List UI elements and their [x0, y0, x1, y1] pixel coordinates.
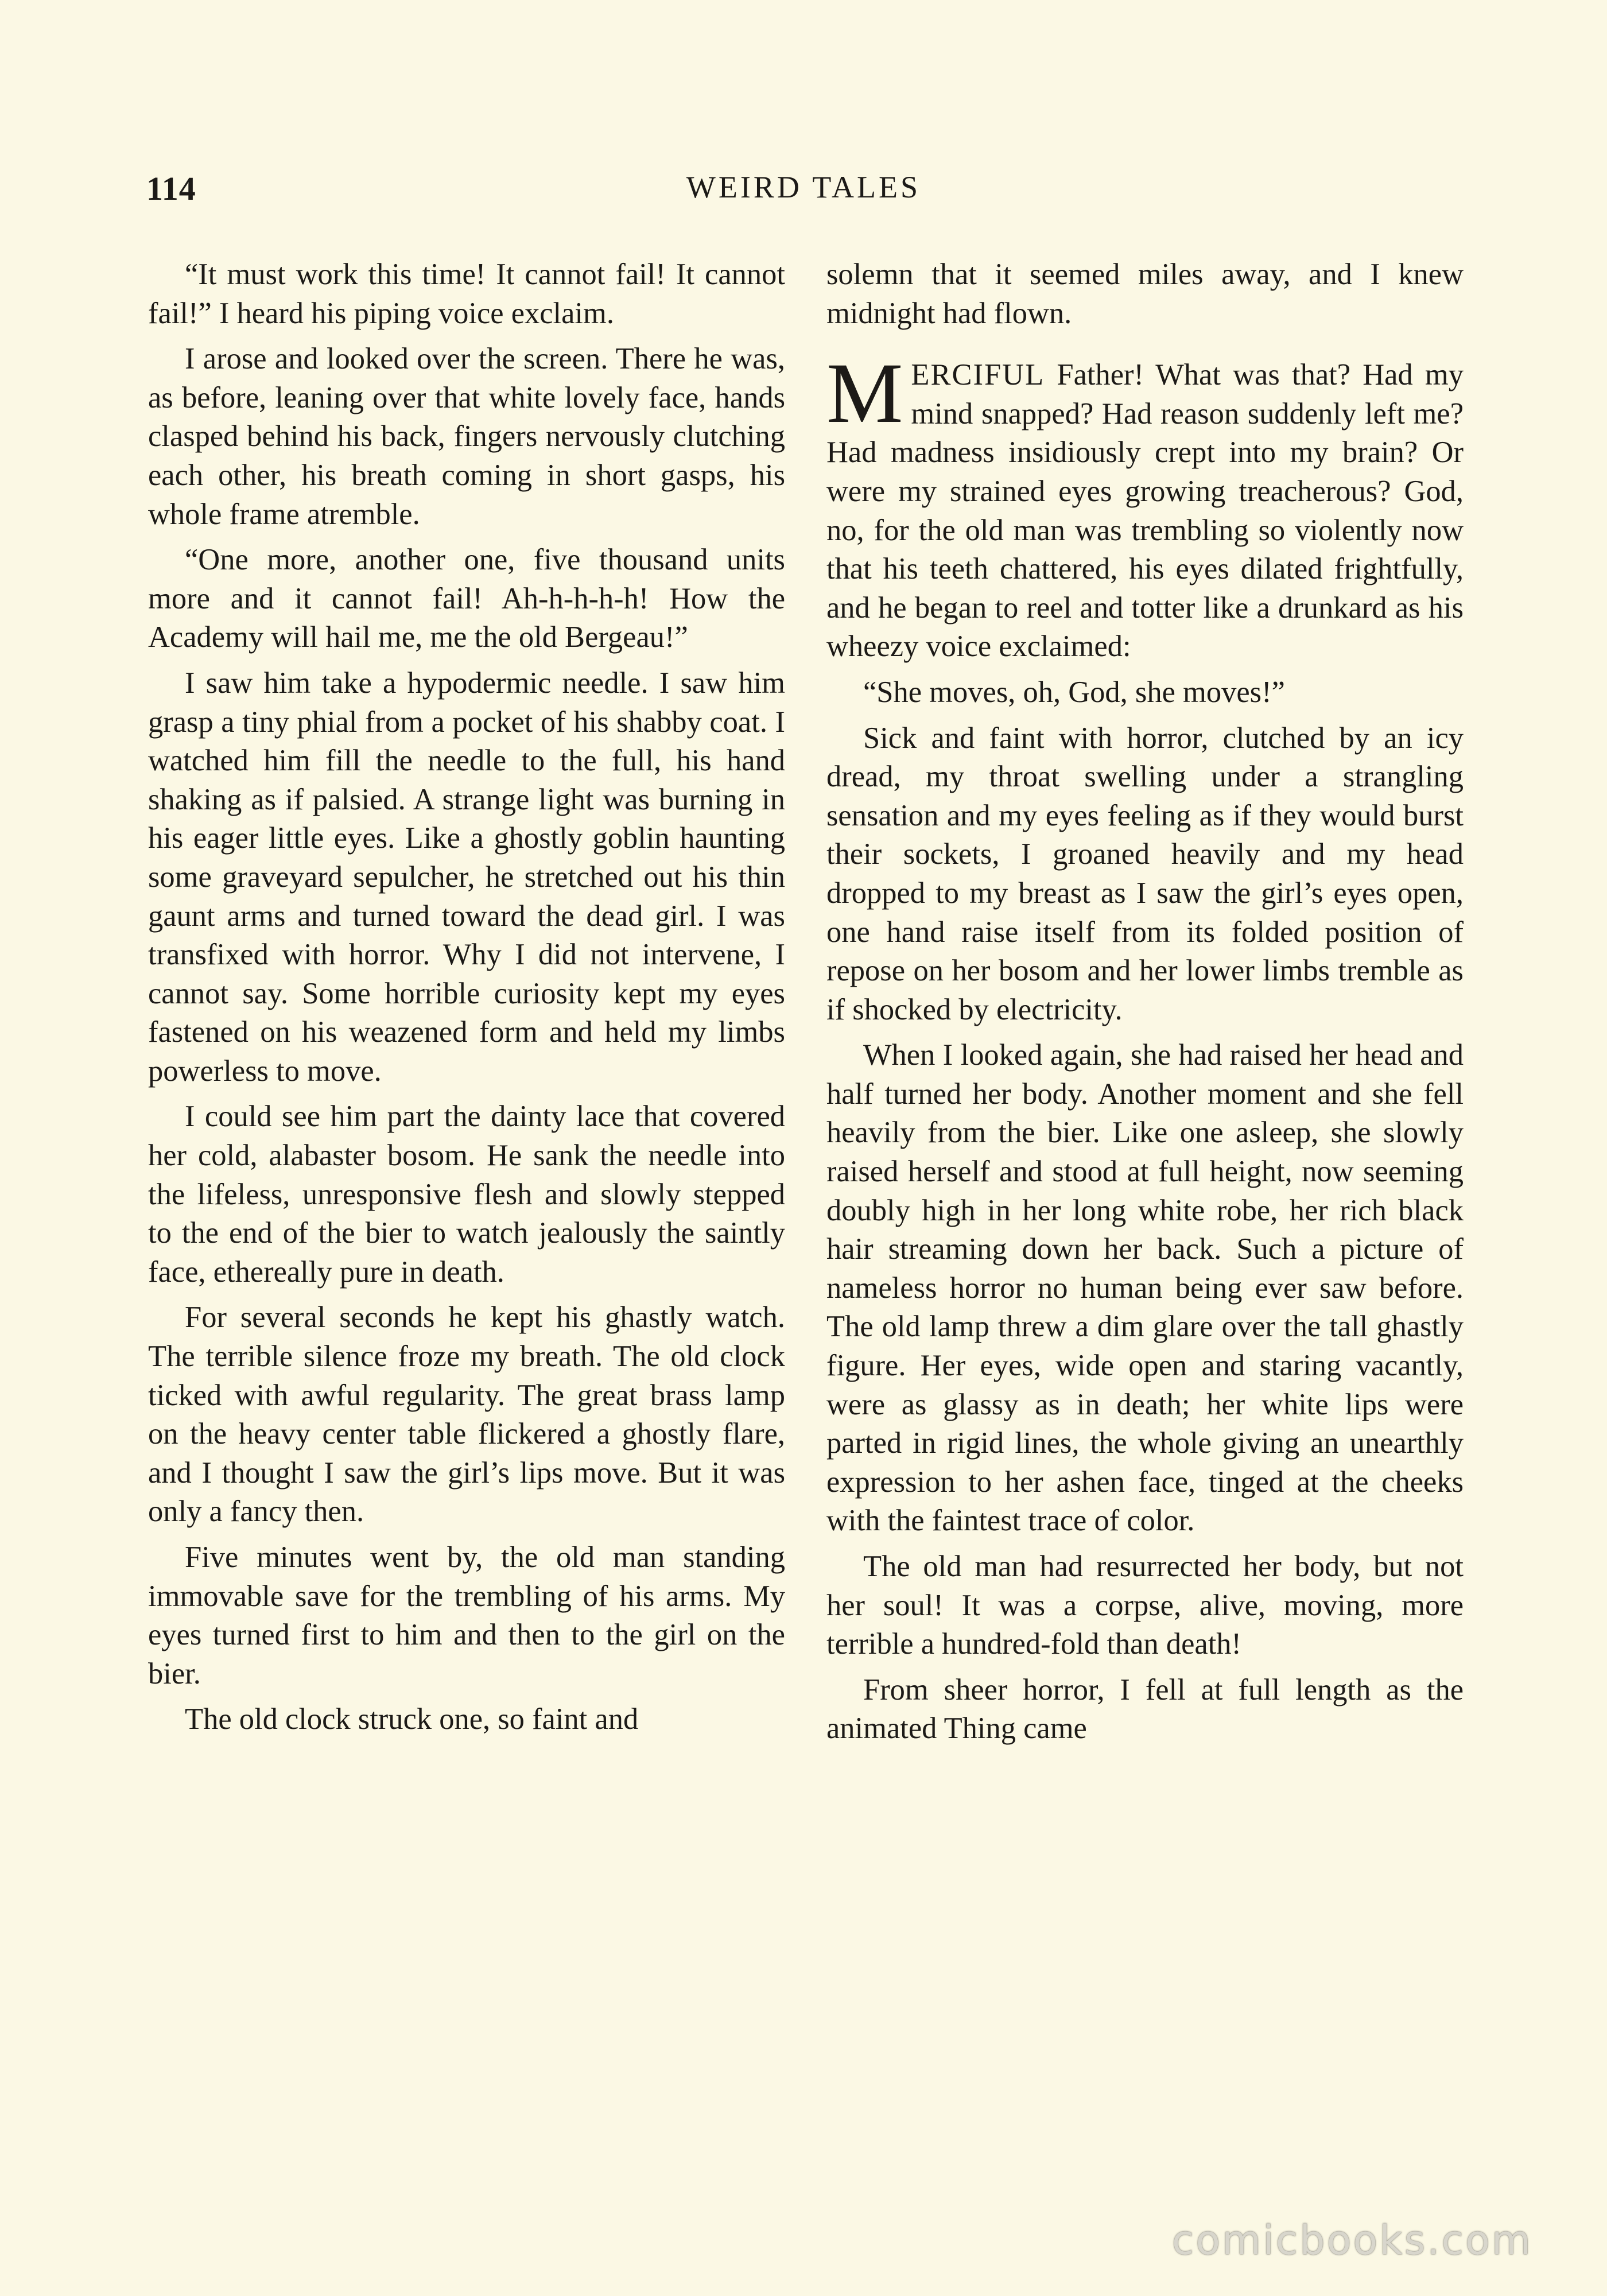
paragraph: “She moves, oh, God, she moves!”: [863, 675, 1285, 709]
section-opening-text: Father! What was that? Had my mind snapped? Had reason suddenly left me? Had madness insidiously crept into my brain? Or were my strained eyes growing treacherous? God, no, for the old man was trembling so violently now that his teeth chattered, his eyes dilated frightfully, and he began to reel and totter like a drunkard as his wheezy voice exclaimed:: [826, 358, 1464, 664]
paragraph: The old clock struck one, so faint and: [185, 1702, 639, 1736]
right-column: [826, 255, 1464, 1755]
paragraph: When I looked again, she had raised her head and half turned her body. Another moment and she fell heavily from the bier. Like one asleep, she slowly raised herself and stood at full height, now seeming doubly high in her long white robe, her rich black hair streaming down her back. Such a picture of nameless horror no human being ever saw before. The old lamp threw a dim glare over the tall ghastly figure. Her eyes, wide open and staring vacantly, were as glassy as in death; her white lips were parted in rigid lines, the whole giving an unearthly expression to her ashen face, tinged at the cheeks with the faintest trace of color.: [826, 1038, 1464, 1538]
drop-cap: M: [826, 346, 903, 441]
paragraph: Sick and faint with horror, clutched by an icy dread, my throat swelling under a strangling sensation and my eyes feeling as if they would burst their sockets, I groaned heavily and my head dropped to my breast as I saw the girl’s eyes open, one hand raise itself from its folded position of repose on her bosom and her lower limbs tremble as if shocked by electricity.: [826, 721, 1464, 1026]
paragraph: Five minutes went by, the old man standing immovable save for the trembling of his arms. My eyes turned first to him and then to the girl on the bier.: [148, 1541, 785, 1690]
paragraph: For several seconds he kept his ghastly watch. The terrible silence froze my breath. The old clock ticked with awful regularity. The great brass lamp on the heavy center table flickered a ghostly flare, and I thought I saw the girl’s lips move. But it was only a fancy then.: [148, 1301, 785, 1529]
paragraph: From sheer horror, I fell at full length as the animated Thing came: [826, 1673, 1464, 1746]
page-number: 114: [146, 170, 196, 207]
paragraph: The old man had resurrected her body, but not her soul! It was a corpse, alive, moving, more terrible a hundred-fold than death!: [826, 1550, 1464, 1661]
running-head: WEIRD TALES: [686, 170, 921, 204]
paragraph: “It must work this time! It cannot fail! It cannot fail!” I heard his piping voice exclaim.: [148, 258, 785, 330]
paragraph: I arose and looked over the screen. There he was, as before, leaning over that white lovely face, hands clasped behind his back, fingers nervously clutching each other, his breath coming in short gasps, his whole frame atremble.: [148, 342, 785, 531]
paragraph: “One more, another one, five thousand units more and it cannot fail! Ah-h-h-h-h! How the Academy will hail me, me the old Bergeau!”: [148, 543, 785, 654]
left-column: [148, 255, 785, 1746]
watermark: comicbooks.com: [1171, 2217, 1532, 2264]
page-header: [146, 169, 1461, 221]
paragraph: I could see him part the dainty lace that covered her cold, alabaster bosom. He sank the needle into the lifeless, unresponsive flesh and slowly stepped to the end of the bier to watch jealously the saintly face, ethereally pure in death.: [148, 1100, 785, 1289]
paragraph: I saw him take a hypodermic needle. I saw him grasp a tiny phial from a pocket of his shabby coat. I watched him fill the needle to the full, his hand shaking as if palsied. A strange light was burning in his eager little eyes. Like a ghostly goblin haunting some graveyard sepulcher, he stretched out his thin gaunt arms and turned toward the dead girl. I was transfixed with horror. Why I did not intervene, I cannot say. Some horrible curiosity kept my eyes fastened on his weazened form and held my limbs powerless to move.: [148, 666, 785, 1088]
section-opening-paragraph: [826, 346, 1464, 666]
paragraph-continuation: solemn that it seemed miles away, and I knew midnight had flown.: [826, 258, 1464, 330]
section-lead-word: ERCIFUL: [911, 358, 1045, 392]
